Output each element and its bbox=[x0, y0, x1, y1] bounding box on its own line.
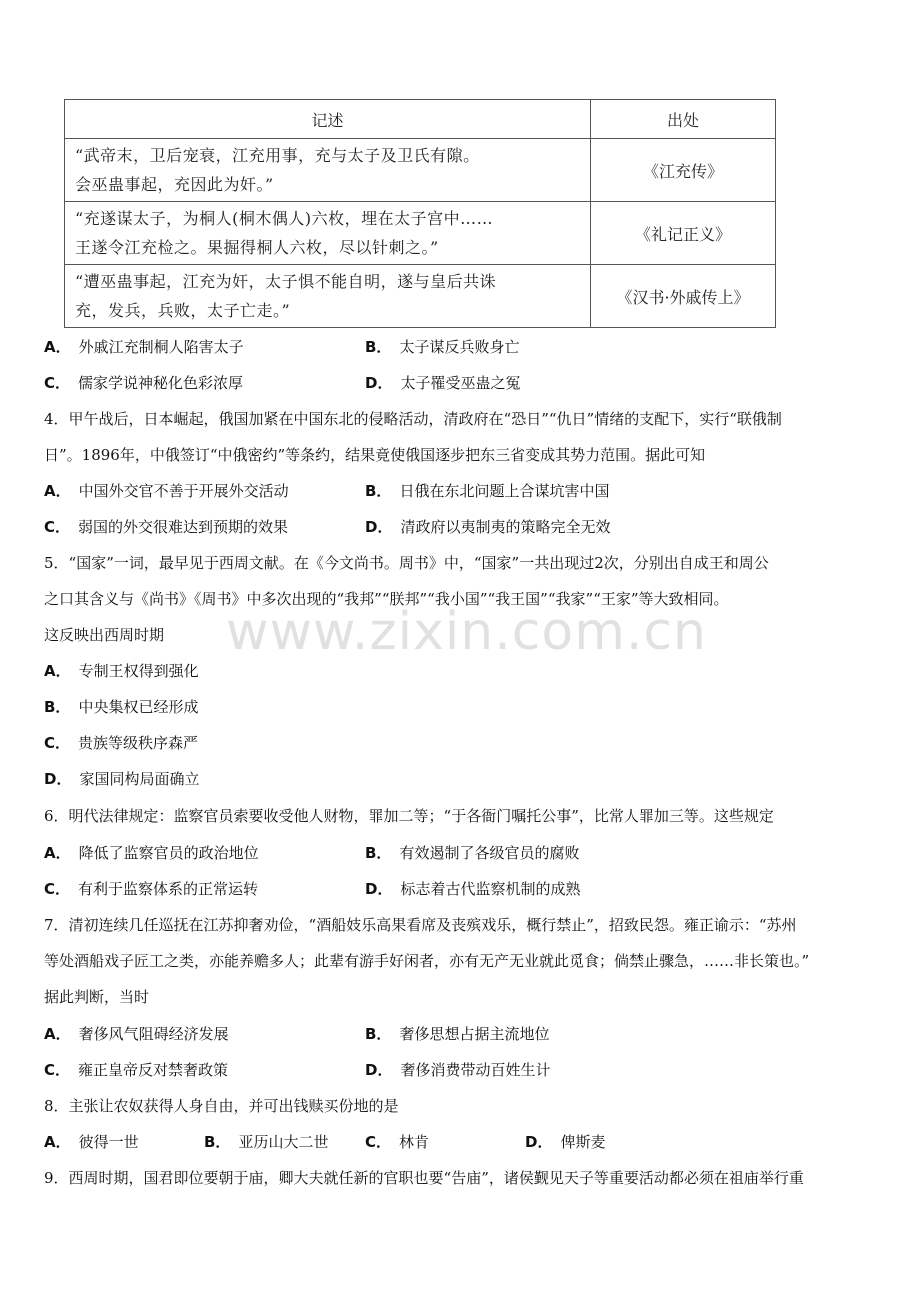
option-letter: D． bbox=[365, 1061, 393, 1079]
q4-option-a[interactable] bbox=[44, 481, 289, 501]
record-line: 会巫蛊事起，充因此为奸。” bbox=[75, 175, 274, 194]
table-header-row bbox=[65, 100, 776, 139]
option-letter: A． bbox=[44, 662, 71, 680]
q6-stem-line: 6．明代法律规定：监察官员索要收受他人财物，罪加二等；“于各衙门嘱托公事”，比常人罪加三等。这些规定 bbox=[44, 807, 774, 825]
source-cell: 《礼记正义》 bbox=[591, 202, 776, 265]
q5-option-c[interactable] bbox=[44, 733, 198, 753]
record-line: “遭巫蛊事起，江充为奸，太子惧不能自明，遂与皇后共诛 bbox=[75, 272, 497, 291]
q4-option-c[interactable] bbox=[44, 517, 288, 537]
q7-option-d[interactable] bbox=[365, 1060, 550, 1080]
q8-option-b[interactable] bbox=[204, 1132, 328, 1152]
q7-option-b[interactable] bbox=[365, 1024, 549, 1044]
option-text: 有效遏制了各级官员的腐败 bbox=[399, 844, 580, 862]
source-table bbox=[64, 99, 776, 328]
record-line: 王遂令江充检之。果掘得桐人六枚，尽以针刺之。” bbox=[75, 238, 439, 257]
option-letter: C． bbox=[44, 734, 71, 752]
option-text: 亚历山大二世 bbox=[238, 1133, 329, 1151]
option-letter: B． bbox=[204, 1133, 231, 1151]
option-text: 标志着古代监察机制的成熟 bbox=[400, 880, 581, 898]
option-text: 林肯 bbox=[399, 1133, 430, 1151]
q4-stem-line: 4．甲午战后，日本崛起，俄国加紧在中国东北的侵略活动，清政府在“恐日”“仇日”情绪的支配下，实行“联俄制 bbox=[44, 410, 782, 428]
q6-option-b[interactable] bbox=[365, 843, 579, 863]
q3-option-a[interactable] bbox=[44, 337, 244, 357]
option-text: 专制王权得到强化 bbox=[78, 662, 199, 680]
record-line: “充遂谋太子，为桐人(桐木偶人)六枚，埋在太子宫中…… bbox=[75, 209, 494, 228]
record-line: “武帝末，卫后宠衰，江充用事，充与太子及卫氏有隙。 bbox=[75, 146, 480, 165]
option-text: 太子罹受巫蛊之冤 bbox=[400, 374, 521, 392]
q4-option-d[interactable] bbox=[365, 517, 610, 537]
q7-option-a[interactable] bbox=[44, 1024, 229, 1044]
q7-stem-line: 据此判断，当时 bbox=[44, 988, 150, 1006]
option-letter: A． bbox=[44, 1025, 71, 1043]
option-letter: B． bbox=[44, 698, 71, 716]
record-line: 充，发兵，兵败，太子亡走。” bbox=[75, 301, 291, 320]
record-cell bbox=[65, 139, 591, 202]
q5-stem-line: 这反映出西周时期 bbox=[44, 626, 165, 644]
option-text: 中国外交官不善于开展外交活动 bbox=[78, 482, 289, 500]
option-text: 奢侈思想占据主流地位 bbox=[399, 1025, 550, 1043]
q7-stem-line: 等处酒船戏子匠工之类，亦能养赡多人；此辈有游手好闲者，亦有无产无业就此觅食；倘禁止骤急，……非长策也。” bbox=[44, 952, 810, 970]
option-text: 中央集权已经形成 bbox=[78, 698, 199, 716]
option-letter: B． bbox=[365, 1025, 392, 1043]
q6-option-c[interactable] bbox=[44, 879, 258, 899]
option-letter: B． bbox=[365, 844, 392, 862]
option-text: 奢侈风气阻碍经济发展 bbox=[78, 1025, 229, 1043]
record-cell bbox=[65, 202, 591, 265]
q5-stem-line: 5．“国家”一词，最早见于西周文献。在《今文尚书。周书》中，“国家”一共出现过2次，分别出自成王和周公 bbox=[44, 554, 769, 572]
q7-option-c[interactable] bbox=[44, 1060, 228, 1080]
option-text: 奢侈消费带动百姓生计 bbox=[400, 1061, 551, 1079]
q3-option-b[interactable] bbox=[365, 337, 519, 357]
source-cell: 《汉书·外戚传上》 bbox=[591, 265, 776, 328]
record-cell bbox=[65, 265, 591, 328]
q3-option-d[interactable] bbox=[365, 373, 520, 393]
header-record: 记述 bbox=[65, 100, 591, 139]
q3-option-c[interactable] bbox=[44, 373, 243, 393]
option-letter: D． bbox=[525, 1133, 553, 1151]
table-row bbox=[65, 265, 776, 328]
option-text: 弱国的外交很难达到预期的效果 bbox=[78, 518, 289, 536]
q8-stem-line: 8．主张让农奴获得人身自由，并可出钱赎买份地的是 bbox=[44, 1097, 399, 1115]
option-text: 有利于监察体系的正常运转 bbox=[78, 880, 259, 898]
option-letter: D． bbox=[365, 518, 393, 536]
header-source: 出处 bbox=[591, 100, 776, 139]
option-letter: C． bbox=[44, 1061, 71, 1079]
option-letter: B． bbox=[365, 482, 392, 500]
q6-option-d[interactable] bbox=[365, 879, 580, 899]
q4-option-b[interactable] bbox=[365, 481, 609, 501]
q9-stem-line: 9．西周时期，国君即位要朝于庙，卿大夫就任新的官职也要“告庙”，诸侯觐见天子等重要活动都必须在祖庙举行重 bbox=[44, 1169, 804, 1187]
table-row bbox=[65, 202, 776, 265]
option-text: 太子谋反兵败身亡 bbox=[399, 338, 520, 356]
option-letter: A． bbox=[44, 844, 71, 862]
option-letter: D． bbox=[365, 374, 393, 392]
option-text: 雍正皇帝反对禁奢政策 bbox=[78, 1061, 229, 1079]
q5-option-a[interactable] bbox=[44, 661, 199, 681]
source-cell: 《江充传》 bbox=[591, 139, 776, 202]
q6-option-a[interactable] bbox=[44, 843, 259, 863]
option-text: 清政府以夷制夷的策略完全无效 bbox=[400, 518, 611, 536]
q5-option-b[interactable] bbox=[44, 697, 198, 717]
q8-option-c[interactable] bbox=[365, 1132, 429, 1152]
watermark: www.zixin.com.cn bbox=[226, 602, 707, 662]
option-text: 家国同构局面确立 bbox=[79, 770, 200, 788]
option-text: 彼得一世 bbox=[78, 1133, 139, 1151]
option-letter: D． bbox=[44, 770, 72, 788]
option-text: 降低了监察官员的政治地位 bbox=[78, 844, 259, 862]
option-letter: A． bbox=[44, 482, 71, 500]
option-letter: A． bbox=[44, 338, 71, 356]
option-letter: C． bbox=[44, 374, 71, 392]
option-letter: C． bbox=[365, 1133, 392, 1151]
option-text: 儒家学说神秘化色彩浓厚 bbox=[78, 374, 244, 392]
option-letter: A． bbox=[44, 1133, 71, 1151]
q8-option-a[interactable] bbox=[44, 1132, 139, 1152]
q8-option-d[interactable] bbox=[525, 1132, 605, 1152]
q5-option-d[interactable] bbox=[44, 769, 199, 789]
option-letter: B． bbox=[365, 338, 392, 356]
q4-stem-line: 日”。1896年，中俄签订“中俄密约”等条约，结果竟使俄国逐步把东三省变成其势力范围。据此可知 bbox=[44, 446, 706, 464]
option-letter: C． bbox=[44, 880, 71, 898]
option-letter: C． bbox=[44, 518, 71, 536]
option-letter: D． bbox=[365, 880, 393, 898]
option-text: 日俄在东北问题上合谋坑害中国 bbox=[399, 482, 610, 500]
table-row bbox=[65, 139, 776, 202]
option-text: 贵族等级秩序森严 bbox=[78, 734, 199, 752]
option-text: 外戚江充制桐人陷害太子 bbox=[78, 338, 244, 356]
q7-stem-line: 7．清初连续几任巡抚在江苏抑奢劝俭，“酒船妓乐高果看席及丧殡戏乐，概行禁止”，招致民怨。雍正谕示：“苏州 bbox=[44, 916, 797, 934]
q5-stem-line: 之口其含义与《尚书》《周书》中多次出现的“我邦”“朕邦”“我小国”“我王国”“我家”“王家”等大致相同。 bbox=[44, 590, 729, 608]
option-text: 俾斯麦 bbox=[560, 1133, 606, 1151]
